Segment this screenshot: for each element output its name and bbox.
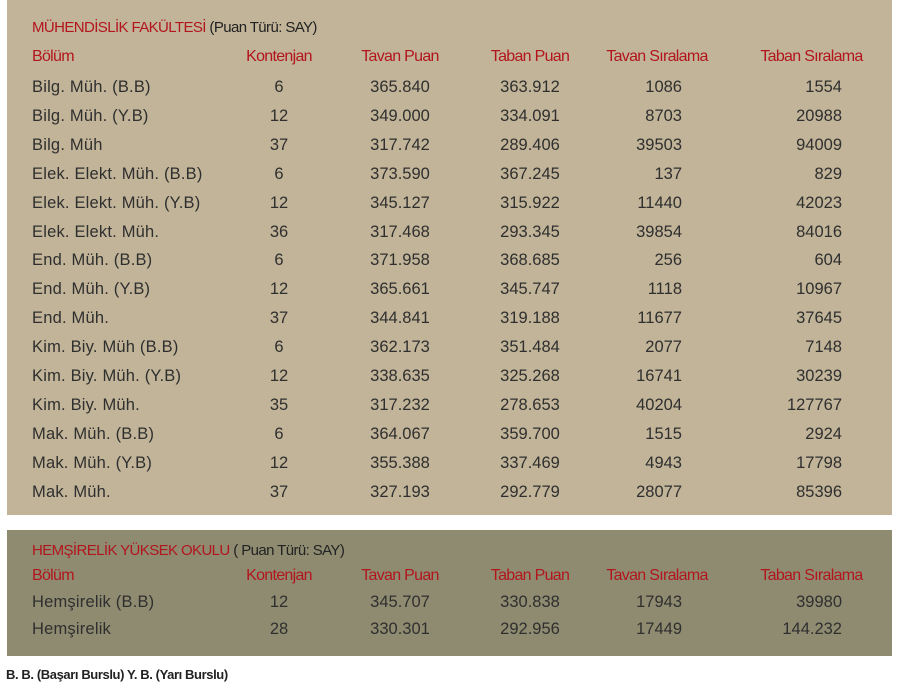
cell-quota: 6 [274,164,284,183]
cell-quota: 12 [269,193,289,212]
cell-max-score: 345.707 [370,593,430,611]
cell-max-score: 317.742 [370,135,430,154]
header-taban-siralama: Taban Sıralama [760,567,863,584]
header-taban-puan: Taban Puan [490,48,570,65]
cell-min-score: 289.406 [500,135,560,154]
header-taban-siralama: Taban Sıralama [760,48,863,65]
header-tavan-siralama: Tavan Sıralama [606,48,708,65]
cell-quota: 28 [269,620,289,638]
cell-department: Hemşirelik (B.B) [32,593,155,611]
cell-min-rank: 7148 [805,338,842,357]
cell-min-rank: 604 [814,251,842,270]
cell-max-score: 317.468 [370,222,430,241]
table-row [7,194,892,218]
cell-min-score: 345.747 [500,280,560,299]
cell-min-score: 325.268 [500,367,560,385]
cell-max-score: 362.173 [370,338,430,357]
cell-quota: 35 [269,395,289,414]
nursing-title-subtitle: ( Puan Türü: SAY) [233,542,345,559]
cell-quota: 37 [269,135,289,154]
cell-max-rank: 28077 [636,482,682,501]
cell-min-rank: 127767 [786,395,842,414]
cell-max-score: 365.661 [370,280,430,299]
table-row [7,454,892,478]
cell-min-rank: 10967 [796,280,842,299]
table-row [7,593,892,617]
table-row [7,483,892,507]
cell-max-score: 371.958 [370,251,430,270]
cell-quota: 37 [269,309,289,328]
engineering-title-name: MÜHENDİSLİK FAKÜLTESİ [32,19,206,36]
cell-max-score: 338.635 [370,367,430,385]
engineering-panel [7,0,892,515]
table-row [7,107,892,131]
table-row [7,136,892,160]
cell-department: Bilg. Müh. (Y.B) [32,106,149,125]
cell-max-rank: 39503 [636,135,682,154]
cell-min-rank: 17798 [796,453,842,472]
nursing-title [32,542,344,559]
cell-min-rank: 2924 [805,424,842,443]
table-row [7,367,892,391]
cell-min-rank: 42023 [796,193,842,212]
cell-min-score: 337.469 [500,453,560,472]
cell-min-score: 367.245 [500,164,560,183]
table-row [7,165,892,189]
cell-min-score: 293.345 [500,222,560,241]
cell-quota: 6 [274,78,284,96]
cell-quota: 12 [269,453,289,472]
cell-max-rank: 40204 [636,395,682,414]
cell-min-rank: 85396 [796,482,842,501]
header-taban-puan: Taban Puan [490,567,570,584]
cell-max-score: 365.840 [370,78,430,96]
cell-max-rank: 11677 [637,309,682,328]
cell-max-rank: 1515 [645,424,682,443]
header-tavan-puan: Tavan Puan [361,567,439,584]
cell-quota: 37 [269,482,289,501]
cell-department: Elek. Elekt. Müh. (B.B) [32,164,203,183]
cell-max-score: 327.193 [370,482,430,501]
header-tavan-siralama: Tavan Sıralama [606,567,708,584]
cell-quota: 12 [269,280,289,299]
header-kontenjan: Kontenjan [246,567,312,584]
cell-min-score: 334.091 [500,106,560,125]
cell-department: Hemşirelik [32,620,112,638]
header-bolum: Bölüm [32,567,74,584]
cell-min-score: 319.188 [500,309,560,328]
cell-min-score: 351.484 [500,338,560,357]
cell-min-rank: 94009 [796,135,842,154]
table-row [7,251,892,275]
table-header [7,48,892,72]
cell-department: Bilg. Müh [32,135,103,154]
cell-max-rank: 1086 [645,78,682,96]
table-row [7,338,892,362]
cell-department: End. Müh. (Y.B) [32,280,151,299]
cell-max-score: 373.590 [370,164,430,183]
cell-min-score: 368.685 [500,251,560,270]
cell-min-rank: 144.232 [782,620,842,638]
cell-quota: 6 [274,424,284,443]
cell-department: Mak. Müh. [32,482,111,501]
cell-min-score: 363.912 [500,78,560,96]
table-row [7,396,892,420]
table-row [7,425,892,449]
cell-department: Elek. Elekt. Müh. [32,222,160,241]
cell-max-score: 330.301 [370,620,430,638]
cell-department: Kim. Biy. Müh. (Y.B) [32,367,182,385]
cell-max-rank: 2077 [645,338,682,357]
cell-department: Mak. Müh. (B.B) [32,424,155,443]
cell-quota: 6 [274,338,284,357]
cell-max-score: 355.388 [370,453,430,472]
header-bolum: Bölüm [32,48,74,65]
cell-department: Kim. Biy. Müh. [32,395,140,414]
cell-max-rank: 16741 [636,367,682,385]
cell-max-score: 317.232 [370,395,430,414]
nursing-title-name: HEMŞİRELİK YÜKSEK OKULU [32,542,230,559]
footnote: B. B. (Başarı Burslu) Y. B. (Yarı Burslu) [6,667,228,682]
cell-max-rank: 8703 [645,106,682,125]
cell-department: End. Müh. (B.B) [32,251,153,270]
cell-min-score: 315.922 [500,193,560,212]
nursing-panel [7,530,892,656]
table-row [7,620,892,644]
cell-min-score: 292.956 [500,620,560,638]
table-header [7,567,892,591]
cell-max-score: 364.067 [370,424,430,443]
cell-max-rank: 1118 [647,280,682,299]
table-row [7,78,892,102]
table-row [7,280,892,304]
table-row [7,223,892,247]
cell-max-rank: 39854 [636,222,682,241]
cell-max-rank: 4943 [645,453,682,472]
cell-quota: 36 [269,222,289,241]
header-kontenjan: Kontenjan [246,48,312,65]
cell-min-rank: 37645 [796,309,842,328]
header-tavan-puan: Tavan Puan [361,48,439,65]
cell-quota: 12 [269,593,289,611]
cell-department: Elek. Elekt. Müh. (Y.B) [32,193,201,212]
cell-max-rank: 11440 [637,193,682,212]
engineering-title-subtitle: (Puan Türü: SAY) [209,19,317,36]
cell-quota: 12 [269,106,289,125]
cell-quota: 12 [269,367,289,385]
cell-min-score: 359.700 [500,424,560,443]
cell-max-rank: 17449 [636,620,682,638]
cell-max-score: 345.127 [370,193,430,212]
cell-min-score: 278.653 [500,395,560,414]
cell-max-rank: 256 [654,251,682,270]
cell-max-score: 349.000 [370,106,430,125]
cell-quota: 6 [274,251,284,270]
cell-department: Mak. Müh. (Y.B) [32,453,153,472]
table-row [7,309,892,333]
cell-department: Kim. Biy. Müh (B.B) [32,338,179,357]
engineering-title [32,19,317,36]
cell-min-rank: 30239 [796,367,842,385]
cell-department: Bilg. Müh. (B.B) [32,78,151,96]
cell-max-rank: 137 [654,164,682,183]
cell-max-rank: 17943 [636,593,682,611]
cell-min-rank: 84016 [796,222,842,241]
cell-min-rank: 20988 [796,106,842,125]
cell-min-rank: 1554 [805,78,842,96]
cell-min-score: 292.779 [500,482,560,501]
cell-department: End. Müh. [32,309,110,328]
cell-min-rank: 39980 [796,593,842,611]
cell-min-score: 330.838 [500,593,560,611]
cell-max-score: 344.841 [370,309,430,328]
cell-min-rank: 829 [814,164,842,183]
